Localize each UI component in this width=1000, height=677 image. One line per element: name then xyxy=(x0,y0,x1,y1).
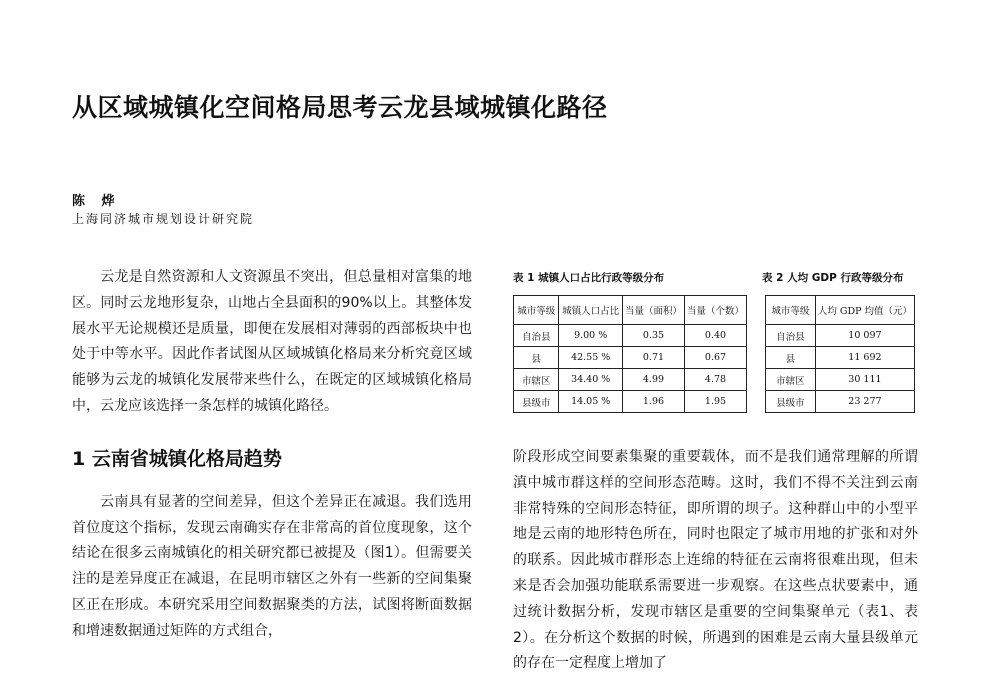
table-cell: 县 xyxy=(514,347,559,369)
table-header-cell: 城镇人口占比 xyxy=(559,296,623,325)
table-header-cell: 城市等级 xyxy=(514,296,559,325)
table-cell: 自治县 xyxy=(514,325,559,347)
table-row xyxy=(766,391,915,413)
table-cell: 14.05 % xyxy=(559,391,623,413)
table-cell: 0.71 xyxy=(622,347,684,369)
right-column xyxy=(513,445,918,677)
table-cell: 市辖区 xyxy=(766,369,816,391)
table-cell: 县级市 xyxy=(514,391,559,413)
table2-caption: 表 2 人均 GDP 行政等级分布 xyxy=(762,272,904,284)
table-header-cell: 当量（个数） xyxy=(684,296,746,325)
table-cell: 自治县 xyxy=(766,325,816,347)
author-affiliation: 上海同济城市规划设计研究院 xyxy=(72,212,255,226)
table-row xyxy=(766,369,915,391)
table-cell: 1.96 xyxy=(622,391,684,413)
table-cell: 11 692 xyxy=(815,347,914,369)
table-cell: 县 xyxy=(766,347,816,369)
table-row xyxy=(514,369,747,391)
table1-caption: 表 1 城镇人口占比行政等级分布 xyxy=(513,272,665,284)
table-cell: 4.78 xyxy=(684,369,746,391)
section-paragraph: 云南具有显著的空间差异，但这个差异正在减退。我们选用首位度这个指标，发现云南确实存在非常高的首位度现象，这个结论在很多云南城镇化的相关研究都已被提及（图1）。但需要关注的是差异度正在减退，在昆明市辖区之外有一些新的空间集聚区正在形成。本研究采用空间数据聚类的方法，试图将断面数据和增速数据通过矩阵的方式组合， xyxy=(72,493,472,639)
table-cell: 34.40 % xyxy=(559,369,623,391)
table-row xyxy=(514,325,747,347)
table-header-cell: 城市等级 xyxy=(766,296,816,325)
left-column xyxy=(72,265,472,645)
table1 xyxy=(513,295,747,413)
table-row xyxy=(766,347,915,369)
table-cell: 县级市 xyxy=(766,391,816,413)
table-cell: 10 097 xyxy=(815,325,914,347)
right-paragraph: 阶段形成空间要素集聚的重要载体，而不是我们通常理解的所谓滇中城市群这样的空间形态范畴。这时，我们不得不关注到云南非常特殊的空间形态特征，即所谓的坝子。这种群山中的小型平地是云南的地形特色所在，同时也限定了城市用地的扩张和对外的联系。因此城市群形态上连绵的特征在云南将很难出现，但未来是否会加强功能联系需要进一步观察。在这些点状要素中，通过统计数据分析，发现市辖区是重要的空间集聚单元（表1、表2）。在分析这个数据的时候，所遇到的困难是云南大量县级单元的存在一定程度上增加了 xyxy=(513,449,918,672)
table-cell: 9.00 % xyxy=(559,325,623,347)
table-cell: 市辖区 xyxy=(514,369,559,391)
article-title: 从区域城镇化空间格局思考云龙县域城镇化路径 xyxy=(72,93,608,122)
intro-paragraph: 云龙是自然资源和人文资源虽不突出，但总量相对富集的地区。同时云龙地形复杂，山地占全县面积的90%以上。其整体发展水平无论规模还是质量，即便在发展相对薄弱的西部板块中也处于中等水平。因此作者试图从区域城镇化格局来分析究竟区域能够为云龙的城镇化发展带来些什么，在既定的区域城镇化格局中，云龙应该选择一条怎样的城镇化路径。 xyxy=(72,269,472,414)
table-row xyxy=(766,325,915,347)
table-cell: 42.55 % xyxy=(559,347,623,369)
section-heading: 1 云南省城镇化格局趋势 xyxy=(72,447,282,470)
table-row xyxy=(514,391,747,413)
table-cell: 30 111 xyxy=(815,369,914,391)
table-header-cell: 当量（面积） xyxy=(622,296,684,325)
table2 xyxy=(765,295,915,413)
table-cell: 0.35 xyxy=(622,325,684,347)
table-row xyxy=(514,347,747,369)
table-cell: 0.40 xyxy=(684,325,746,347)
author-name: 陈 烨 xyxy=(72,194,121,209)
table-header-cell: 人均 GDP 均值（元） xyxy=(815,296,914,325)
table-cell: 4.99 xyxy=(622,369,684,391)
table-cell: 1.95 xyxy=(684,391,746,413)
table-cell: 0.67 xyxy=(684,347,746,369)
table-cell: 23 277 xyxy=(815,391,914,413)
table-header-row xyxy=(766,296,915,325)
table-header-row xyxy=(514,296,747,325)
